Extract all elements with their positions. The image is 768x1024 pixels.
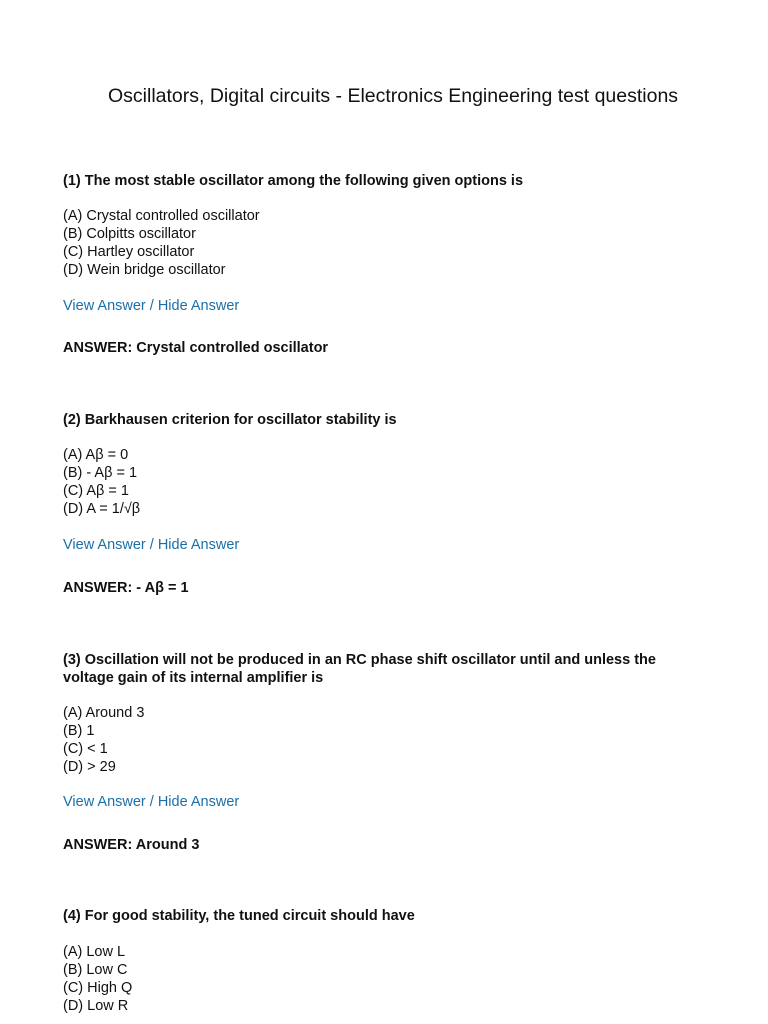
option-a: (A) Low L	[63, 944, 126, 960]
option-a: (A) Around 3	[63, 705, 145, 721]
question-2-answer: ANSWER: - Aβ = 1	[63, 580, 189, 596]
question-1-text: (1) The most stable oscillator among the following given options is	[63, 173, 524, 189]
option-b: (B) Colpitts oscillator	[63, 226, 196, 242]
question-3-options	[63, 704, 703, 776]
option-c: (C) Hartley oscillator	[63, 244, 195, 260]
option-d: (D) A = 1/√β	[63, 501, 141, 517]
option-a: (A) Aβ = 0	[63, 447, 129, 463]
option-b: (B) - Aβ = 1	[63, 465, 138, 481]
option-d: (D) Wein bridge oscillator	[63, 262, 226, 278]
question-3-text: (3) Oscillation will not be produced in an RC phase shift oscillator until and unless the voltage gain of its internal amplifier is	[63, 652, 656, 686]
question-2-options	[63, 446, 703, 518]
option-b: (B) Low C	[63, 962, 128, 978]
document-title: Oscillators, Digital circuits - Electronics Engineering test questions	[108, 85, 679, 107]
question-4-text: (4) For good stability, the tuned circuit should have	[63, 908, 415, 924]
question-2-toggle-row	[63, 536, 703, 554]
question-1-options	[63, 207, 703, 279]
view-hide-answer-link[interactable]: View Answer / Hide Answer	[63, 298, 240, 314]
view-hide-answer-link[interactable]: View Answer / Hide Answer	[63, 794, 240, 810]
option-c: (C) High Q	[63, 980, 133, 996]
question-2-text: (2) Barkhausen criterion for oscillator stability is	[63, 412, 397, 428]
option-d: (D) Low R	[63, 998, 129, 1014]
option-c: (C) Aβ = 1	[63, 483, 129, 499]
view-hide-answer-link[interactable]: View Answer / Hide Answer	[63, 537, 240, 553]
option-b: (B) 1	[63, 723, 95, 739]
option-c: (C) < 1	[63, 741, 108, 757]
question-3-answer: ANSWER: Around 3	[63, 837, 200, 853]
question-3-toggle-row	[63, 793, 703, 811]
option-d: (D) > 29	[63, 759, 116, 775]
question-1-toggle-row	[63, 297, 703, 315]
question-4-options	[63, 943, 703, 1015]
question-1-answer: ANSWER: Crystal controlled oscillator	[63, 340, 329, 356]
option-a: (A) Crystal controlled oscillator	[63, 208, 260, 224]
